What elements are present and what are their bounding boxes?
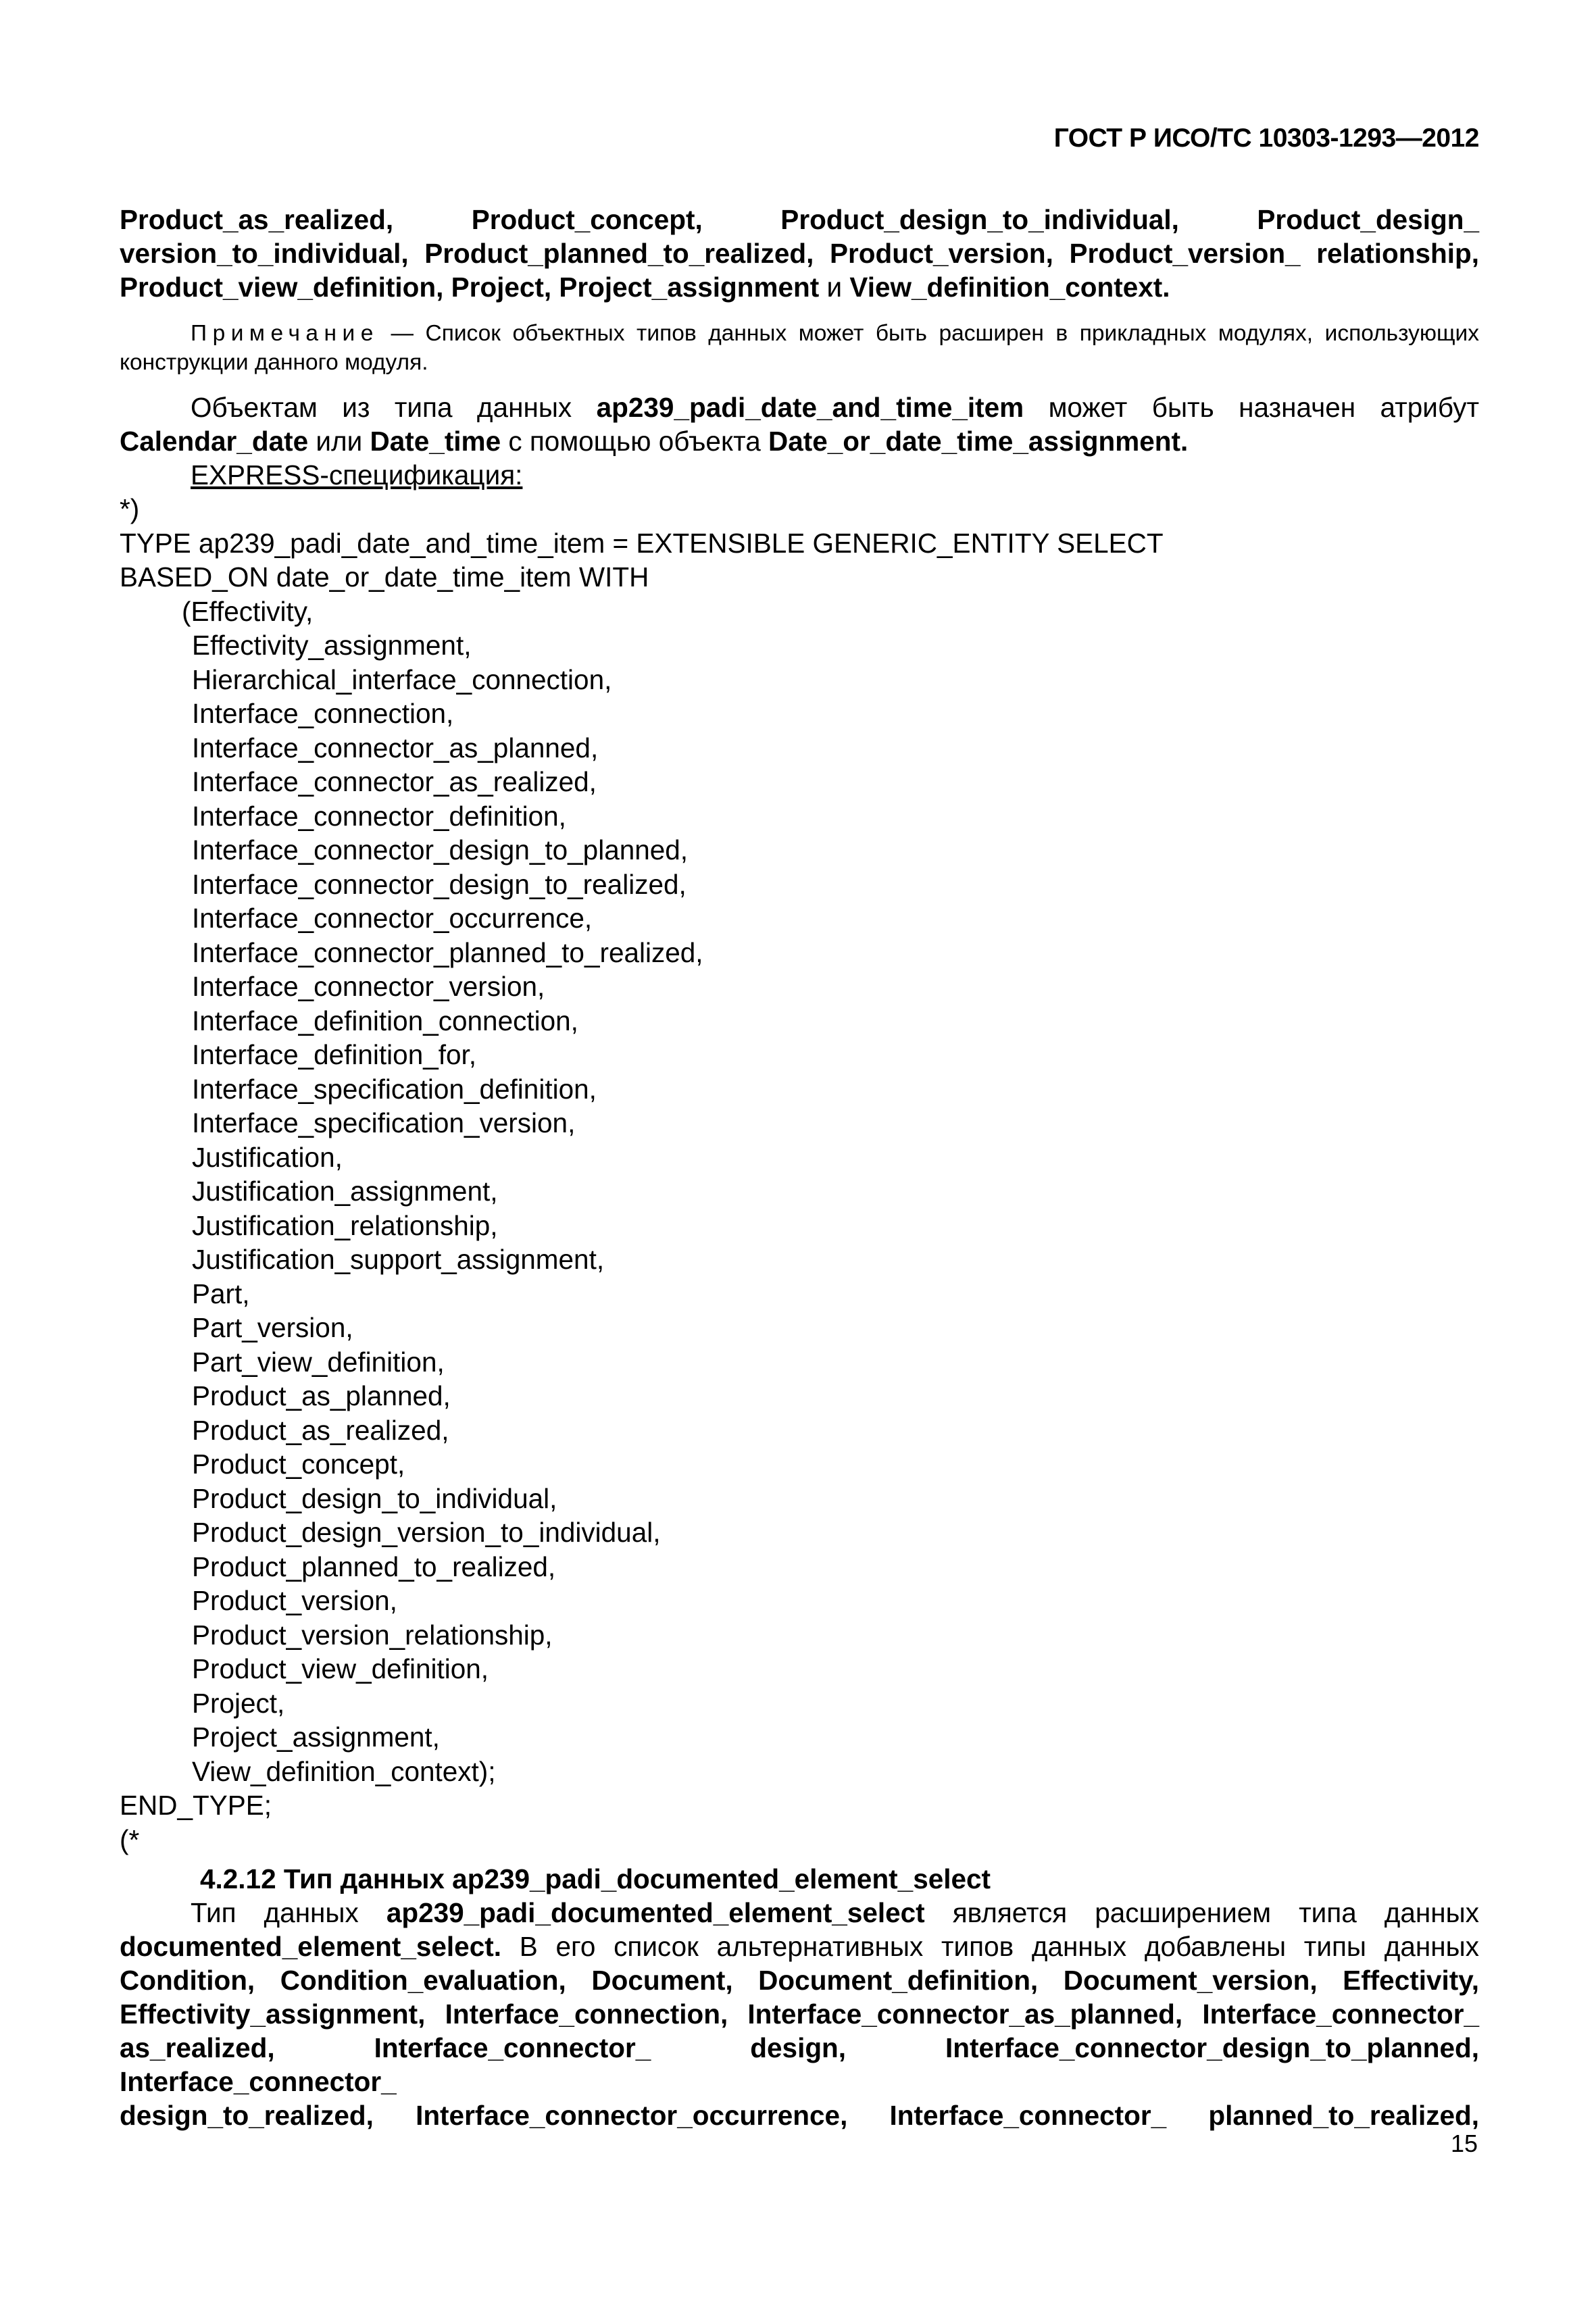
code-item: Interface_definition_connection,	[192, 1005, 578, 1036]
code-item: Interface_specification_definition,	[192, 1073, 597, 1105]
section-heading: 4.2.12 Тип данных ap239_padi_documented_element_select	[200, 1863, 991, 1894]
para1-object-name: Date_or_date_time_assignment.	[768, 426, 1189, 457]
code-item: Interface_connector_definition,	[192, 800, 566, 832]
code-first-item: (Effectivity,	[182, 595, 314, 627]
code-item: Justification,	[192, 1141, 343, 1173]
express-spec-label: EXPRESS-спецификация:	[191, 459, 523, 491]
para2-line-3: Condition, Condition_evaluation, Document, Document_definition, Document_version, Effectivity,	[120, 1965, 1479, 1996]
code-item: Product_design_to_individual,	[192, 1482, 557, 1514]
para2-line-1-text: Тип данных	[191, 1897, 386, 1928]
document-header: ГОСТ Р ИСО/ТС 10303-1293—2012	[1053, 124, 1479, 153]
intro-line-3-conj: и	[826, 272, 843, 303]
code-item: Interface_definition_for,	[192, 1039, 477, 1070]
code-item: Project,	[192, 1687, 285, 1719]
para1-attr-date-time: Date_time	[370, 426, 501, 457]
code-item: Interface_connector_planned_to_realized,	[192, 936, 703, 968]
page-number: 15	[1450, 2130, 1478, 2157]
code-item: Product_view_definition,	[192, 1653, 489, 1684]
para2-line-2-text: В его список альтернативных типов данных добавлены типы данных	[501, 1931, 1479, 1962]
intro-line-3	[120, 270, 1479, 304]
intro-line-2: version_to_individual, Product_planned_to_realized, Product_version, Product_version_ relationship,	[120, 238, 1479, 269]
code-item: Part_version,	[192, 1312, 353, 1343]
code-item: Hierarchical_interface_connection,	[192, 663, 612, 695]
para2-line-4: Effectivity_assignment, Interface_connection, Interface_connector_as_planned, Interface_connector_	[120, 1998, 1479, 2030]
code-end-type: END_TYPE;	[120, 1790, 272, 1821]
documented-element-paragraph	[120, 1896, 1479, 2132]
code-item: Interface_connector_as_realized,	[192, 766, 597, 797]
code-item: Interface_connector_design_to_realized,	[192, 868, 687, 900]
code-close-comment: (*	[120, 1823, 140, 1855]
para2-line-6: design_to_realized, Interface_connector_occurrence, Interface_connector_ planned_to_realized,	[120, 2100, 1479, 2131]
para2-line-2	[120, 1930, 1479, 1963]
code-item: View_definition_context);	[192, 1755, 496, 1787]
note-paragraph	[120, 319, 1479, 377]
code-item: Interface_connector_design_to_planned,	[192, 834, 689, 865]
code-item: Part,	[192, 1278, 250, 1309]
code-open-comment: *)	[120, 493, 140, 524]
para2-line-1-type-name: ap239_padi_documented_element_select	[386, 1897, 925, 1928]
para1-text-2: может быть назначен атрибут	[1024, 392, 1479, 423]
code-item: Product_version_relationship,	[192, 1619, 553, 1651]
code-based-on-line: BASED_ON date_or_date_time_item WITH	[120, 561, 649, 593]
code-item: Interface_connector_occurrence,	[192, 903, 593, 934]
para2-line-5: as_realized, Interface_connector_ design, Interface_connector_design_to_planned, Interface_connector_	[120, 2032, 1479, 2097]
para1-text-3: или	[308, 426, 370, 457]
express-code-block	[120, 492, 1479, 1857]
para2-line-2-type-name: documented_element_select.	[120, 1931, 501, 1962]
code-item: Part_view_definition,	[192, 1346, 445, 1378]
code-item: Product_planned_to_realized,	[192, 1551, 556, 1582]
intro-line-3-text-b: View_definition_context.	[849, 272, 1170, 303]
note-text: — Список объектных типов данных может быть расширен в прикладных модулях, использующих конструкции данного модуля.	[120, 321, 1479, 375]
para2-line-1	[120, 1896, 1479, 1930]
code-item: Product_as_realized,	[192, 1414, 449, 1446]
code-item: Product_as_planned,	[192, 1380, 451, 1411]
code-item: Product_concept,	[192, 1449, 405, 1480]
intro-line-1: Product_as_realized, Product_concept, Product_design_to_individual, Product_design_	[120, 204, 1479, 235]
code-item: Interface_connection,	[192, 698, 454, 729]
code-item: Interface_specification_version,	[192, 1107, 576, 1138]
para1-type-name: ap239_padi_date_and_time_item	[596, 392, 1024, 423]
page-body	[120, 203, 1479, 2132]
para1-text-1: Объектам из типа данных	[191, 392, 597, 423]
para1-text-4: с помощью объекта	[501, 426, 768, 457]
intro-line-3-text-a: Product_view_definition, Project, Project_assignment	[120, 272, 820, 303]
para2-line-1-text-2: является расширением типа данных	[924, 1897, 1479, 1928]
assignment-paragraph	[120, 391, 1479, 458]
intro-entity-list	[120, 203, 1479, 304]
note-lead: Примечание	[191, 321, 379, 346]
code-item: Justification_assignment,	[192, 1176, 498, 1207]
code-item: Interface_connector_version,	[192, 971, 545, 1002]
code-item: Product_design_version_to_individual,	[192, 1517, 661, 1548]
code-item: Justification_relationship,	[192, 1209, 498, 1241]
code-item: Product_version,	[192, 1585, 397, 1616]
code-item: Justification_support_assignment,	[192, 1244, 605, 1275]
code-item: Interface_connector_as_planned,	[192, 732, 599, 763]
code-type-line: TYPE ap239_padi_date_and_time_item = EXTENSIBLE GENERIC_ENTITY SELECT	[120, 527, 1164, 559]
para1-attr-calendar-date: Calendar_date	[120, 426, 309, 457]
code-item: Effectivity_assignment,	[192, 630, 472, 661]
code-item-list	[120, 628, 1479, 1788]
code-item: Project_assignment,	[192, 1721, 440, 1753]
